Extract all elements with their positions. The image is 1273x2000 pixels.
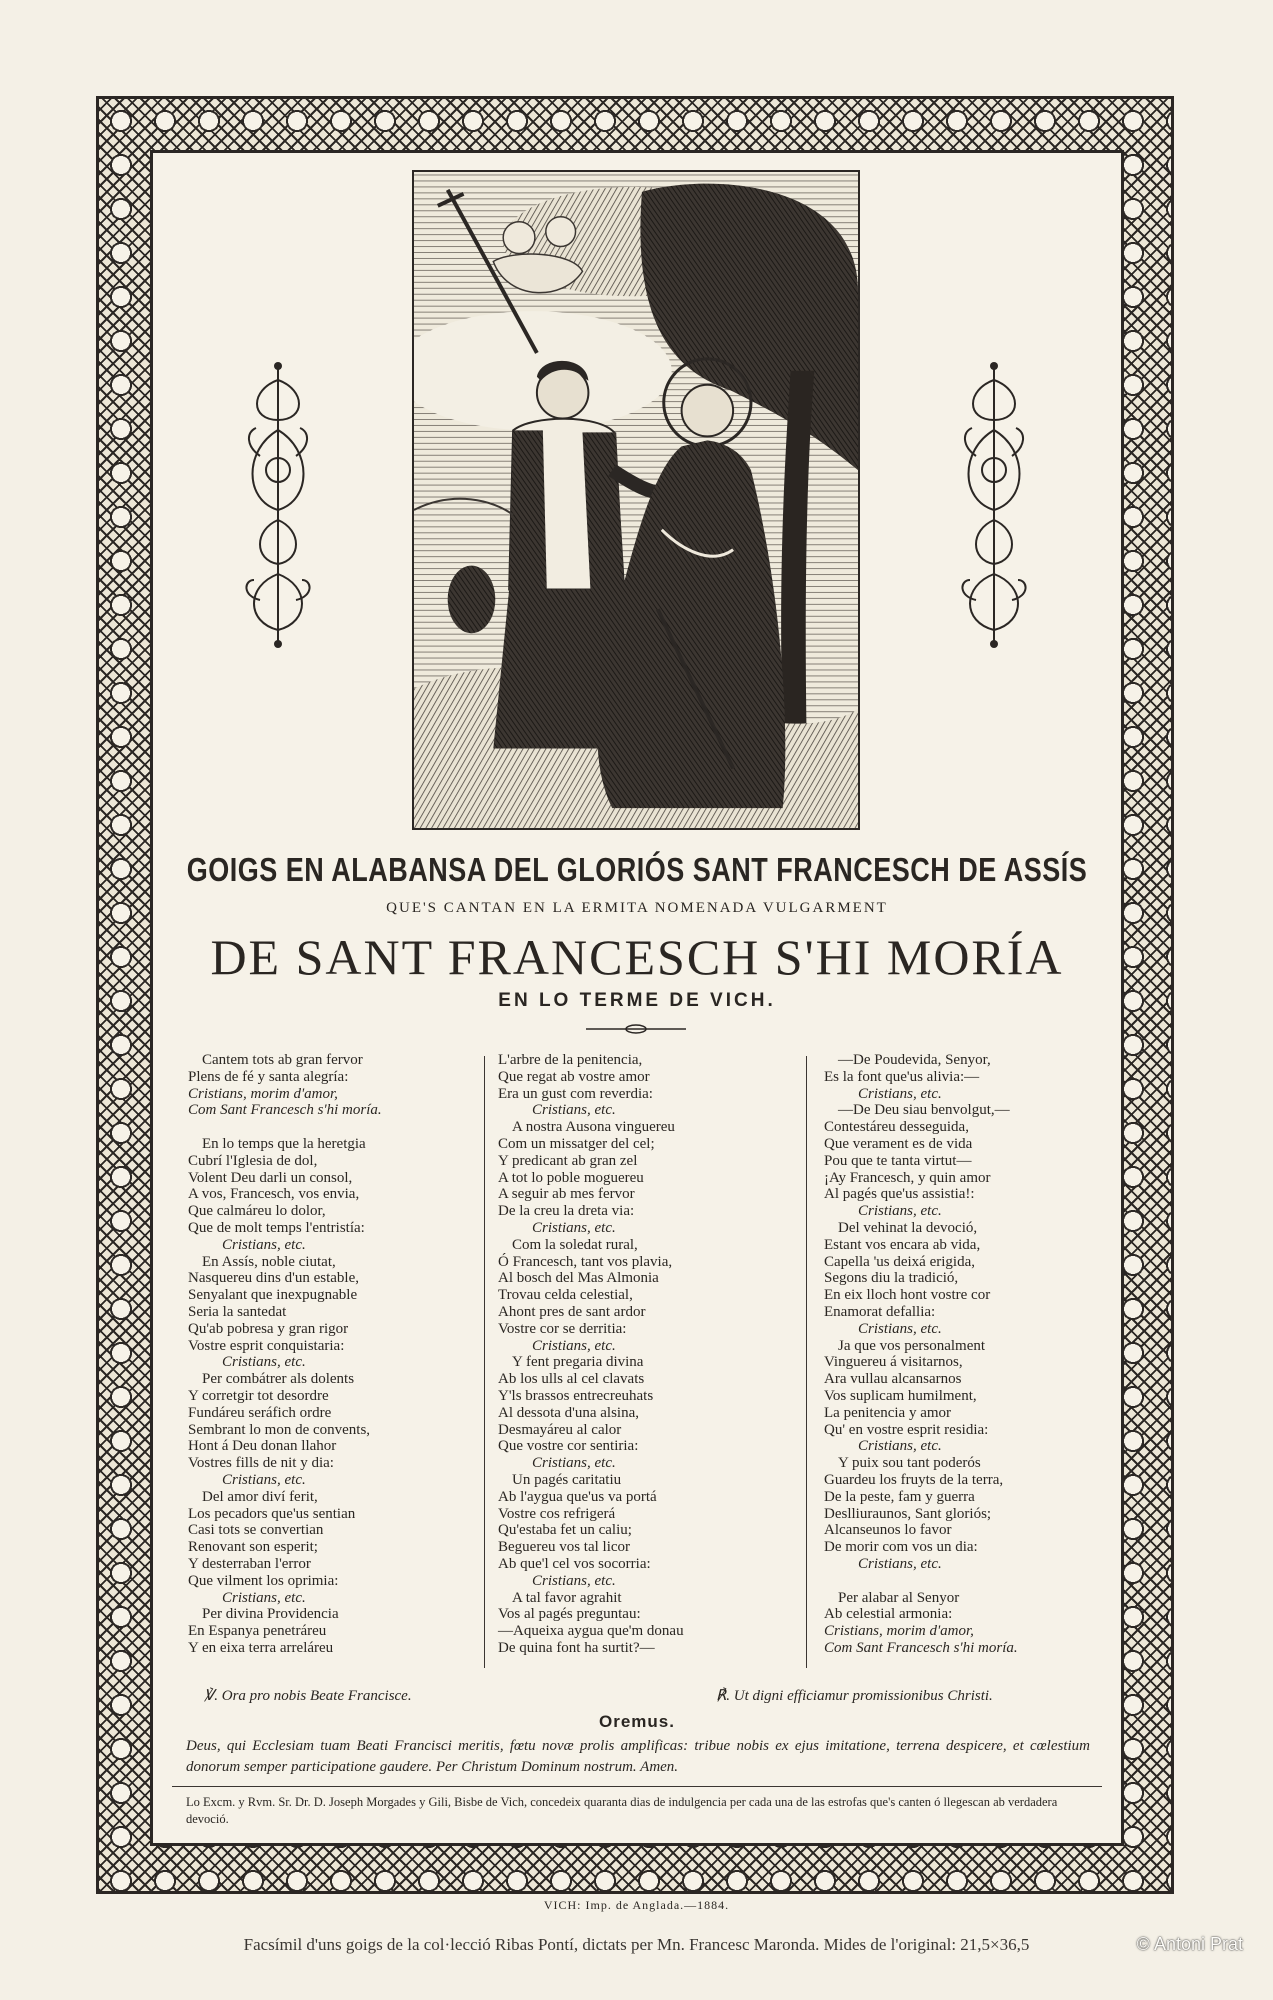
verse-line: De morir com vos un dia:	[824, 1539, 978, 1556]
verse-line: Cristians, etc.	[532, 1102, 616, 1119]
verse-line: Que vostre cor sentiria:	[498, 1438, 639, 1455]
verse-line: Cristians, etc.	[858, 1320, 942, 1337]
verse-line: Cristians, etc.	[222, 1589, 306, 1606]
verse-line: Cubrí l'Iglesia de dol,	[188, 1152, 318, 1169]
verse-line: Al pagés que'us assistia!:	[824, 1186, 975, 1203]
ornament-right	[956, 360, 1032, 650]
verse-line: Seria la santedat	[188, 1303, 287, 1320]
verse-line: Era un gust com reverdia:	[498, 1085, 653, 1102]
verse-line: Cristians, etc.	[858, 1085, 942, 1102]
verse-line: Y desterraban l'error	[188, 1555, 311, 1572]
verse-line: De la peste, fam y guerra	[824, 1488, 975, 1505]
verse-line: Cantem tots ab gran fervor	[202, 1052, 363, 1068]
verse-line: Qu'estaba fet un caliu;	[498, 1522, 632, 1539]
verse-line: Com un missatger del cel;	[498, 1135, 655, 1152]
verse-line: Vostre cor se derritia:	[498, 1320, 627, 1337]
verse-line: Que vilment los oprimia:	[188, 1572, 339, 1589]
verse-line: Ahont pres de sant ardor	[498, 1303, 646, 1320]
verse-line: L'arbre de la penitencia,	[498, 1052, 643, 1068]
verse-line: Vostre esprit conquistaria:	[188, 1337, 345, 1354]
verse-line: Ab los ulls al cel clavats	[498, 1371, 645, 1388]
verse-line: Estant vos encara ab vida,	[824, 1236, 981, 1253]
verse-line: Hont á Deu donan llahor	[188, 1438, 337, 1455]
verse-line: Guardeu los fruyts de la terra,	[824, 1471, 1004, 1488]
verse-line: A vos, Francesch, vos envia,	[188, 1186, 360, 1203]
verse-line: Que calmáreu lo dolor,	[188, 1203, 326, 1220]
verse-line: En lo temps que la heretgia	[202, 1135, 366, 1152]
photo-credit: © Antoni Prat	[1136, 1934, 1243, 1954]
verse-line: Cristians, morim d'amor,	[188, 1085, 338, 1102]
verse-line: En Espanya penetráreu	[188, 1623, 327, 1640]
verse-line: Vos suplicam humilment,	[824, 1387, 977, 1404]
verse-line: Un pagés caritatiu	[512, 1471, 622, 1488]
verse-line: Es la font que'us alivia:—	[824, 1068, 980, 1085]
verse-line: Plens de fé y santa alegría:	[188, 1068, 349, 1085]
verse-line: Ara vullau alcansarnos	[824, 1371, 962, 1388]
verse-line: Al bosch del Mas Almonia	[498, 1270, 659, 1287]
verse-line: Ab que'l cel vos socorria:	[498, 1555, 651, 1572]
verse-line	[824, 1573, 1114, 1590]
verse-line: Fundáreu seráfich ordre	[188, 1404, 332, 1421]
ornament-left	[240, 360, 316, 650]
verse-line: Y puix sou tant poderós	[838, 1455, 981, 1472]
verse-line: Cristians, etc.	[858, 1203, 942, 1220]
oremus-heading: Oremus.	[599, 1712, 675, 1731]
verse-line: Deslliuraunos, Sant gloriós;	[824, 1505, 992, 1522]
verse-line: La penitencia y amor	[824, 1404, 952, 1421]
verse-line: A nostra Ausona vinguereu	[512, 1119, 675, 1136]
verse-line: Cristians, etc.	[222, 1236, 306, 1253]
verse-line: Pou que te tanta virtut—	[824, 1152, 972, 1169]
verse-line: Nasquereu dins d'un estable,	[188, 1270, 359, 1287]
verse-line: Casi tots se convertian	[188, 1522, 324, 1539]
verse-column-2	[498, 1052, 788, 1657]
verse-line: Per divina Providencia	[202, 1606, 339, 1623]
verse-line: Vos al pagés preguntau:	[498, 1606, 641, 1623]
verse-line: Per combátrer als dolents	[202, 1371, 355, 1388]
verse-line: Cristians, etc.	[222, 1354, 306, 1371]
verse-line: Que regat ab vostre amor	[498, 1068, 650, 1085]
verse-line: Del amor diví ferit,	[202, 1488, 318, 1505]
verse-line: Sembrant lo mon de convents,	[188, 1421, 371, 1438]
verse-line: Que de molt temps l'entristía:	[188, 1219, 365, 1236]
verse-line: —Aqueixa aygua que'm donau	[498, 1623, 684, 1640]
verses	[170, 1052, 1104, 1682]
verse-line: De la creu la dreta via:	[498, 1203, 635, 1220]
title-line-1: GOIGS EN ALABANSA DEL GLORIÓS SANT FRANCESCH DE ASSÍS	[186, 851, 1088, 889]
verse-line: Vostres fills de nit y dia:	[188, 1455, 334, 1472]
column-divider	[806, 1056, 807, 1668]
verse-line: A tot lo poble moguereu	[498, 1169, 644, 1186]
verse-line: Ja que vos personalment	[838, 1337, 986, 1354]
verse-line: Trovau celda celestial,	[498, 1287, 633, 1304]
verse-line: Cristians, etc.	[858, 1555, 942, 1572]
facsimile-caption: Facsímil d'uns goigs de la col·lecció Ribas Pontí, dictats per Mn. Francesc Maronda. Mides de l'original: 21,5×36,5	[243, 1935, 1030, 1954]
verse-line: A tal favor agrahit	[512, 1589, 622, 1606]
response: ℟. Ut digni efficiamur promissionibus Christi.	[716, 1688, 993, 1704]
verse-line: ¡Ay Francesch, y quin amor	[824, 1169, 991, 1186]
verse-line: En Assís, noble ciutat,	[202, 1253, 336, 1270]
verse-line: Qu' en vostre esprit residia:	[824, 1421, 989, 1438]
verse-line: Cristians, etc.	[532, 1219, 616, 1236]
verse-line: Qu'ab pobresa y gran rigor	[188, 1320, 349, 1337]
prayer-text: Deus, qui Ecclesiam tuam Beati Francisci meritis, fœtu novæ prolis amplificas: tribue nobis ex ejus imitatione, terrena despicere, et cœlestium donorum semper participatione gaudere. Per Christum Dominum nostrum. Amen.	[186, 1738, 1090, 1775]
verse-line: Cristians, etc.	[858, 1438, 942, 1455]
main-title: DE SANT FRANCESCH S'HI MORÍA	[210, 929, 1064, 985]
verse-line: Segons diu la tradició,	[824, 1270, 959, 1287]
verse-line: Com Sant Francesch s'hi moría.	[188, 1102, 382, 1119]
verse-line: Cristians, morim d'amor,	[824, 1623, 974, 1640]
verse-line: Com Sant Francesch s'hi moría.	[824, 1639, 1018, 1656]
verse-line: Vostre cos refrigerá	[498, 1505, 616, 1522]
verse-line: Senyalant que inexpugnable	[188, 1287, 358, 1304]
verse-line: Y predicant ab gran zel	[498, 1152, 638, 1169]
verse-line	[188, 1119, 478, 1136]
engraving-saint-francis	[412, 170, 860, 830]
verse-line: En eix lloch hont vostre cor	[824, 1287, 991, 1304]
verse-line: Cristians, etc.	[532, 1455, 616, 1472]
verse-line: A seguir ab mes fervor	[498, 1186, 635, 1203]
verse-line: Renovant son esperit;	[188, 1539, 318, 1556]
verse-line: —De Deu siau benvolgut,—	[838, 1102, 1010, 1119]
versicle: ℣. Ora pro nobis Beate Francisce.	[204, 1688, 412, 1704]
verse-line: Alcanseunos lo favor	[824, 1522, 952, 1539]
verse-line: Vinguereu á visitarnos,	[824, 1354, 963, 1371]
verse-line: —De Poudevida, Senyor,	[838, 1052, 991, 1068]
verse-line: Y fent pregaria divina	[512, 1354, 644, 1371]
verse-line: Cristians, etc.	[532, 1337, 616, 1354]
verse-line: Al dessota d'una alsina,	[498, 1404, 640, 1421]
verse-line: Enamorat defallia:	[824, 1303, 936, 1320]
title-line-2: QUE'S CANTAN EN LA ERMITA NOMENADA VULGARMENT	[386, 900, 888, 916]
verse-line: Los pecadors que'us sentian	[188, 1505, 356, 1522]
verse-line: Per alabar al Senyor	[838, 1589, 960, 1606]
imprint: VICH: Imp. de Anglada.—1884.	[543, 1898, 730, 1912]
verse-line: Ó Francesch, tant vos plavia,	[498, 1253, 673, 1270]
verse-line: Capella 'us deixá erigida,	[824, 1253, 975, 1270]
verse-line: Ab l'aygua que'us va portá	[498, 1488, 657, 1505]
verse-line: Cristians, etc.	[222, 1471, 306, 1488]
verse-line: Contestáreu desseguida,	[824, 1119, 969, 1136]
verse-line: Desmayáreu al calor	[498, 1421, 622, 1438]
verse-line: Com la soledat rural,	[512, 1236, 638, 1253]
indulgence-note: Lo Excm. y Rvm. Sr. Dr. D. Joseph Morgades y Gili, Bisbe de Vich, concedeix quaranta dias de indulgencia per cada una de las estrofas que's canten ó llegescan ab verdadera devoció.	[186, 1795, 1058, 1826]
verse-line: Ab celestial armonia:	[824, 1606, 953, 1623]
verse-line: Y'ls brassos entrecreuhats	[498, 1387, 654, 1404]
verse-line: Beguereu vos tal licor	[498, 1539, 631, 1556]
verse-line: Del vehinat la devoció,	[838, 1219, 978, 1236]
verse-line: Que verament es de vida	[824, 1135, 973, 1152]
verse-line: Y en eixa terra arreláreu	[188, 1639, 334, 1656]
divider-rule	[172, 1786, 1102, 1787]
verse-column-3	[824, 1052, 1114, 1657]
title-line-4: EN LO TERME DE VICH.	[498, 990, 776, 1011]
verse-line: Volent Deu darli un consol,	[188, 1169, 353, 1186]
title-rule-ornament	[586, 1022, 686, 1034]
column-divider	[484, 1056, 485, 1668]
verse-line: De quina font ha surtit?—	[498, 1639, 655, 1656]
verse-line: Cristians, etc.	[532, 1572, 616, 1589]
verse-column-1	[188, 1052, 478, 1657]
verse-line: Y corretgir tot desordre	[188, 1387, 329, 1404]
